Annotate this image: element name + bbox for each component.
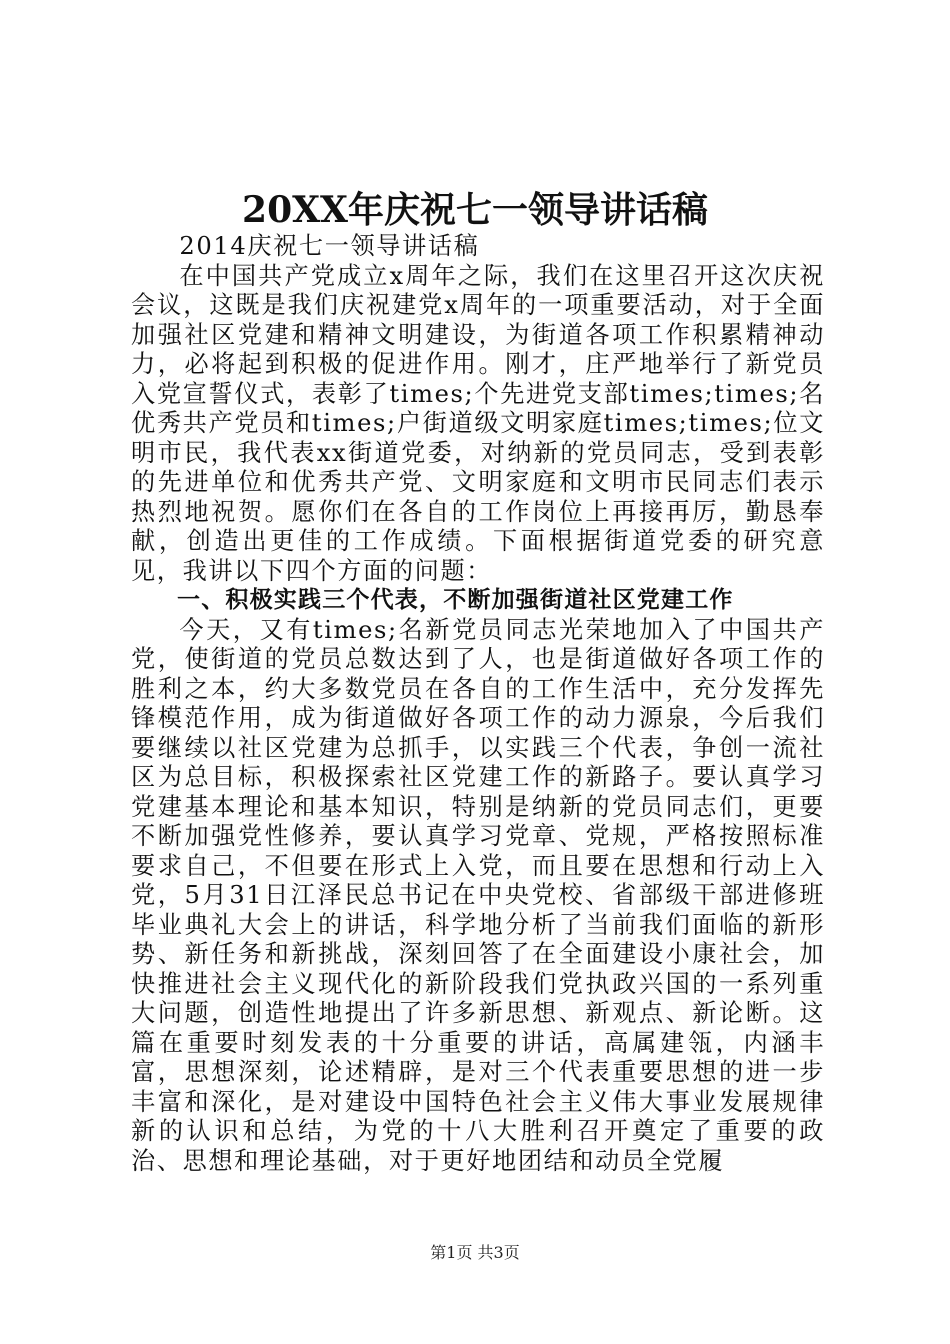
page-number-footer: 第1页 共3页	[430, 1243, 520, 1262]
section-1-paragraph: 今天，又有times;名新党员同志光荣地加入了中国共产党，使街道的党员总数达到了人，也是街道做好各项工作的胜利之本，约大多数党员在各自的工作生活中，充分发挥先锋模范作用，成为街道做好各项工作的动力源泉，今后我们要继续以社区党建为总抓手，以实践三个代表，争创一流社区为总目标，积极探索社区党建工作的新路子。要认真学习党建基本理论和基本知识，特别是纳新的党员同志们，更要不断加强党性修养，要认真学习党章、党规，严格按照标准要求自己，不但要在形式上入党，而且要在思想和行动上入党，5月31日江泽民总书记在中央党校、省部级干部进修班毕业典礼大会上的讲话，科学地分析了当前我们面临的新形势、新任务和新挑战，深刻回答了在全面建设小康社会，加快推进社会主义现代化的新阶段我们党执政兴国的一系列重大问题，创造性地提出了许多新思想、新观点、新论断。这篇在重要时刻发表的十分重要的讲话，高属建瓴，内涵丰富，思想深刻，论述精辟，是对三个代表重要思想的进一步丰富和深化，是对建设中国特色社会主义伟大事业发展规律新的认识和总结，为党的十八大胜利召开奠定了重要的政治、思想和理论基础，对于更好地团结和动员全党履	[131, 615, 825, 1175]
subtitle-paragraph: 2014庆祝七一领导讲话稿	[179, 232, 480, 260]
document-body	[131, 232, 825, 1176]
document-title: 20XX年庆祝七一领导讲话稿	[242, 189, 708, 231]
intro-paragraph: 在中国共产党成立x周年之际，我们在这里召开这次庆祝会议，这既是我们庆祝建党x周年的一项重要活动，对于全面加强社区党建和精神文明建设，为街道各项工作积累精神动力，必将起到积极的促进作用。刚才，庄严地举行了新党员入党宣誓仪式，表彰了times;个先进党支部times;times;名优秀共产党员和times;户街道级文明家庭times;times;位文明市民，我代表xx街道党委，对纳新的党员同志，受到表彰的先进单位和优秀共产党、文明家庭和文明市民同志们表示热烈地祝贺。愿你们在各自的工作岗位上再接再厉，勤恳奉献，创造出更佳的工作成绩。下面根据街道党委的研究意见，我讲以下四个方面的问题：	[131, 261, 825, 585]
section-heading-1: 一、积极实践三个代表，不断加强街道社区党建工作	[177, 587, 734, 613]
